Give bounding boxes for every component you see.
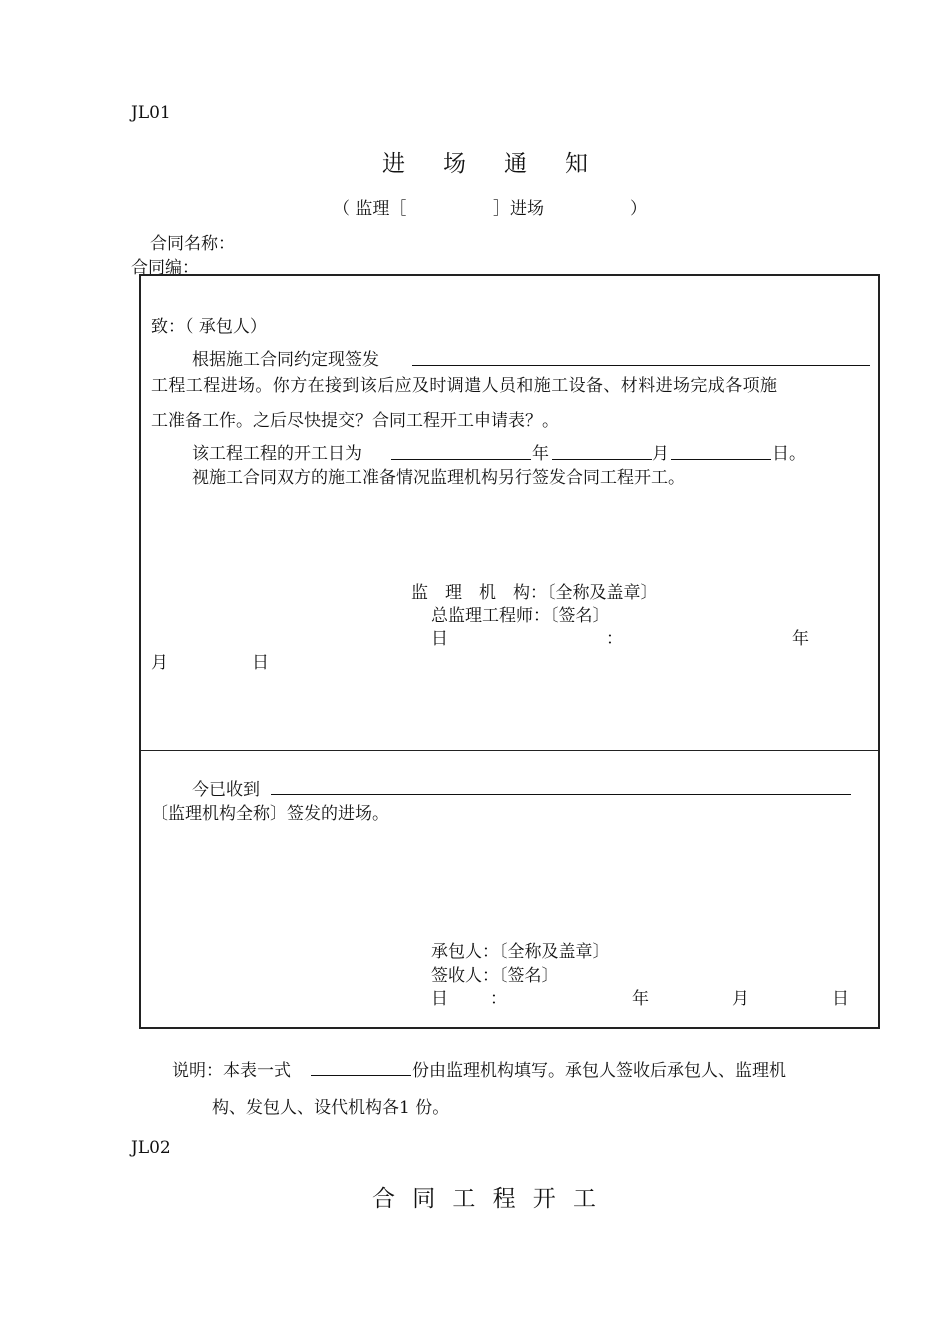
title-char: 知	[565, 151, 588, 177]
note-lead: 说明：本表一式	[172, 1061, 291, 1081]
title-char: 合	[372, 1186, 395, 1212]
date-day-label: 日	[252, 653, 269, 673]
note-text: 构、发包人、设代机构各1 份。	[212, 1098, 450, 1118]
paragraph-lead: 根据施工合同约定现签发	[192, 350, 379, 370]
paragraph-line: 工准备工作。之后尽快提交？合同工程开工申请表？。	[151, 411, 559, 431]
date-label: 日	[431, 629, 448, 649]
date-day-label: 日	[832, 989, 849, 1009]
section-divider	[139, 750, 880, 751]
title-char: 场	[443, 151, 466, 177]
title-char: 程	[492, 1186, 516, 1212]
chief-engineer-label: 总监理工程师：〔签名〕	[431, 606, 610, 626]
signer-label: 签收人：〔签名〕	[431, 966, 559, 986]
title-char: 同	[412, 1186, 436, 1212]
supervisor-name-blank[interactable]	[271, 794, 851, 795]
date-colon: ：	[490, 989, 507, 1009]
subtitle-mid: ］进场	[493, 199, 544, 219]
title-char: 工	[452, 1186, 476, 1212]
date-month-label: 月	[732, 989, 749, 1009]
title-char: 开	[532, 1186, 556, 1212]
page-title	[382, 145, 588, 178]
form-code: JL01	[131, 103, 171, 123]
title-char: 进	[382, 151, 405, 177]
start-month-blank[interactable]	[552, 459, 652, 460]
receipt-line: 〔监理机构全称〕签发的进场。	[151, 804, 389, 824]
start-day-blank[interactable]	[671, 459, 771, 460]
subtitle-close: ）	[630, 199, 647, 219]
day-label: 日。	[772, 444, 806, 464]
month-label: 月	[652, 444, 669, 464]
start-year-blank[interactable]	[391, 459, 531, 460]
paragraph-line: 工程工程进场。你方在接到该后应及时调遣人员和施工设备、材料进场完成各项施	[151, 376, 778, 396]
project-name-blank[interactable]	[412, 365, 870, 366]
start-date-lead: 该工程工程的开工日为	[192, 444, 362, 464]
date-label: 日	[431, 989, 448, 1009]
date-year-label: 年	[632, 989, 649, 1009]
date-colon: ：	[606, 629, 623, 649]
copies-blank[interactable]	[311, 1075, 411, 1076]
contract-number-label: 合同编：	[131, 258, 199, 278]
section-title	[372, 1180, 596, 1213]
title-char: 工	[572, 1186, 596, 1212]
note-text: 份由监理机构填写。承包人签收后承包人、监理机	[412, 1061, 786, 1081]
receipt-lead: 今已收到	[192, 780, 260, 800]
date-year-label: 年	[792, 629, 809, 649]
form-code: JL02	[131, 1138, 171, 1158]
title-char: 通	[504, 151, 527, 177]
contractor-label: 承包人：〔全称及盖章〕	[431, 942, 610, 962]
supervisor-org-label: 监 理 机 构：〔全称及盖章〕	[411, 583, 658, 603]
addressee-line: 致：（ 承包人）	[151, 317, 267, 337]
subtitle-open: （ 监理［	[333, 199, 407, 219]
date-month-label: 月	[151, 653, 168, 673]
year-label: 年	[532, 444, 549, 464]
contract-name-label: 合同名称：	[150, 234, 235, 254]
paragraph-line: 视施工合同双方的施工准备情况监理机构另行签发合同工程开工。	[192, 468, 685, 488]
